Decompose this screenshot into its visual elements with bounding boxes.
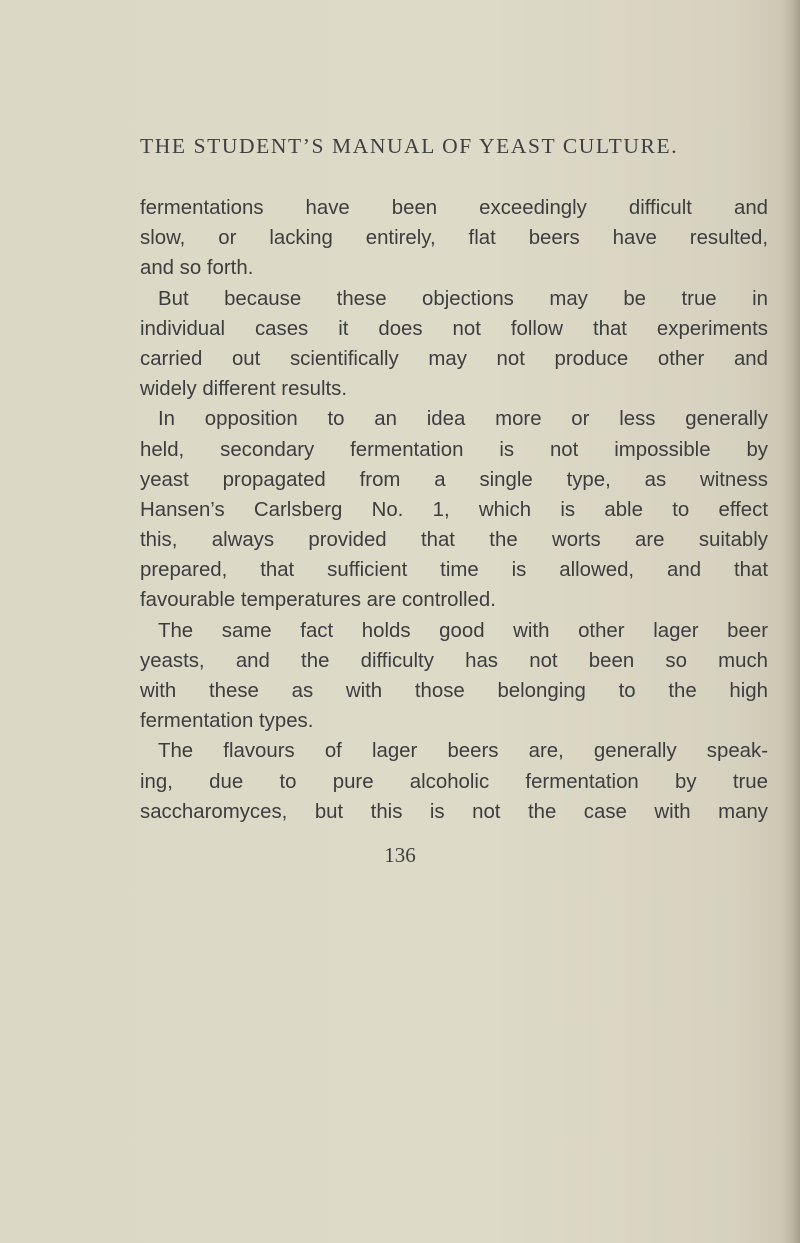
text-line: saccharomyces, but this is not the case with many bbox=[140, 800, 768, 823]
text-line: and so forth. bbox=[140, 257, 254, 280]
text-line: yeasts, and the difficulty has not been so much bbox=[140, 649, 768, 672]
text-line: In opposition to an idea more or less generally bbox=[158, 408, 768, 431]
text-line: fermentations have been exceedingly difficult and bbox=[140, 197, 768, 219]
text-line: carried out scientifically may not produce other and bbox=[140, 347, 768, 370]
text-line: ing, due to pure alcoholic fermentation by true bbox=[140, 770, 768, 793]
text-line: widely different results. bbox=[140, 378, 348, 401]
text-line: prepared, that sufficient time is allowed, and that bbox=[140, 559, 768, 582]
text-line: with these as with those belonging to the high bbox=[140, 680, 768, 702]
running-head: THE STUDENT’S MANUAL OF YEAST CULTURE. bbox=[140, 134, 679, 158]
page-edge-shadow bbox=[782, 0, 800, 1243]
text-line: slow, or lacking entirely, flat beers have resulted, bbox=[140, 227, 768, 250]
text-line: The same fact holds good with other lager beer bbox=[158, 619, 768, 642]
text-line: The flavours of lager beers are, generally speak- bbox=[158, 740, 768, 763]
text-line: But because these objections may be true in bbox=[158, 287, 768, 310]
text-line: yeast propagated from a single type, as witness bbox=[140, 468, 768, 491]
text-line: individual cases it does not follow that experiments bbox=[140, 317, 768, 340]
text-line: Hansen’s Carlsberg No. 1, which is able to effect bbox=[140, 498, 768, 521]
text-line: favourable temperatures are controlled. bbox=[140, 589, 496, 612]
text-line: this, always provided that the worts are suitably bbox=[140, 529, 768, 552]
text-line: fermentation types. bbox=[140, 710, 314, 733]
text-line: held, secondary fermentation is not impossible by bbox=[140, 438, 768, 461]
body-text bbox=[140, 193, 768, 827]
page-number: 136 bbox=[384, 843, 416, 867]
